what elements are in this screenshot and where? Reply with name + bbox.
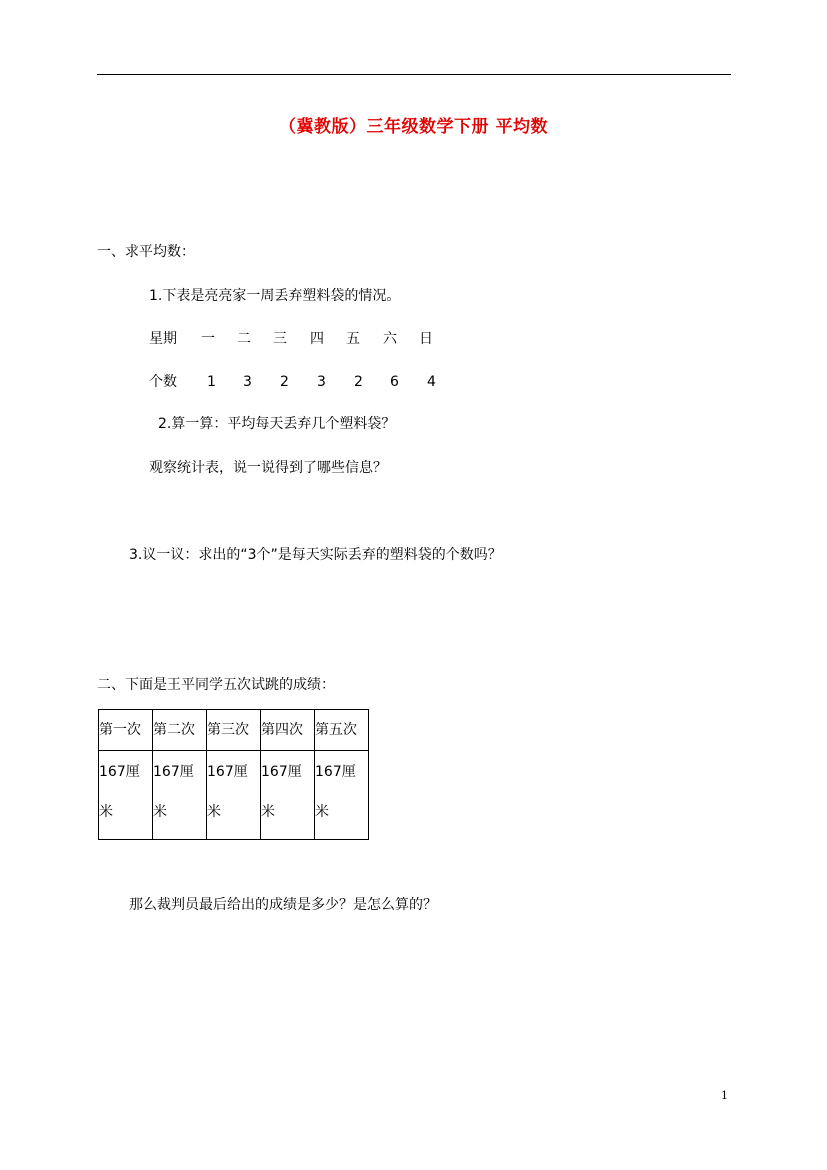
- table-header-cell: 第三次: [207, 710, 261, 751]
- page-number: 1: [721, 1089, 728, 1102]
- header-rule: [97, 74, 731, 75]
- weekday-cell: 二: [237, 331, 251, 347]
- cell-value-line-1: 167厘: [99, 764, 140, 780]
- cell-value-line-1: 167厘: [153, 764, 194, 780]
- count-cell: 2: [354, 374, 363, 390]
- cell-value-line-2: 米: [153, 804, 167, 820]
- weekday-cell: 一: [201, 331, 215, 347]
- final-question: 那么裁判员最后给出的成绩是多少？是怎么算的？: [129, 897, 437, 913]
- table-header-cell: 第四次: [261, 710, 315, 751]
- count-cell: 2: [280, 374, 289, 390]
- cell-value-line-1: 167厘: [315, 764, 356, 780]
- question-1: 1.下表是亮亮家一周丢弃塑料袋的情况。: [149, 288, 401, 304]
- table-row: [99, 751, 369, 840]
- count-cell: 3: [243, 374, 252, 390]
- cell-value-line-1: 167厘: [207, 764, 248, 780]
- cell-value-line-2: 米: [261, 804, 275, 820]
- section-2-heading: 二、下面是王平同学五次试跳的成绩：: [97, 677, 335, 693]
- weekday-label: 星期: [149, 331, 177, 347]
- weekday-cell: 四: [310, 331, 324, 347]
- count-label: 个数: [149, 374, 177, 390]
- table-header-cell: 第二次: [153, 710, 207, 751]
- jump-scores-table: [98, 709, 369, 840]
- table-cell: [153, 751, 207, 840]
- table-cell: [207, 751, 261, 840]
- cell-value-line-1: 167厘: [261, 764, 302, 780]
- table-header-cell: 第一次: [99, 710, 153, 751]
- weekday-cell: 六: [383, 331, 397, 347]
- count-cell: 4: [427, 374, 436, 390]
- count-cell: 1: [207, 374, 216, 390]
- weekday-cell: 三: [273, 331, 287, 347]
- weekday-cell: 日: [419, 331, 433, 347]
- question-2-followup: 观察统计表，说一说得到了哪些信息？: [149, 460, 387, 476]
- question-3: 3.议一议：求出的“3个”是每天实际丢弃的塑料袋的个数吗？: [129, 547, 502, 563]
- cell-value-line-2: 米: [207, 804, 221, 820]
- question-2: 2.算一算：平均每天丢弃几个塑料袋？: [158, 416, 396, 432]
- weekday-cell: 五: [346, 331, 360, 347]
- table-header-cell: 第五次: [315, 710, 369, 751]
- table-cell: [261, 751, 315, 840]
- table-cell: [315, 751, 369, 840]
- cell-value-line-2: 米: [315, 804, 329, 820]
- table-header-row: [99, 710, 369, 751]
- cell-value-line-2: 米: [99, 804, 113, 820]
- count-cell: 3: [317, 374, 326, 390]
- section-1-heading: 一、求平均数：: [97, 244, 195, 260]
- document-title: （冀教版）三年级数学下册 平均数: [279, 117, 548, 137]
- count-cell: 6: [390, 374, 399, 390]
- table-cell: [99, 751, 153, 840]
